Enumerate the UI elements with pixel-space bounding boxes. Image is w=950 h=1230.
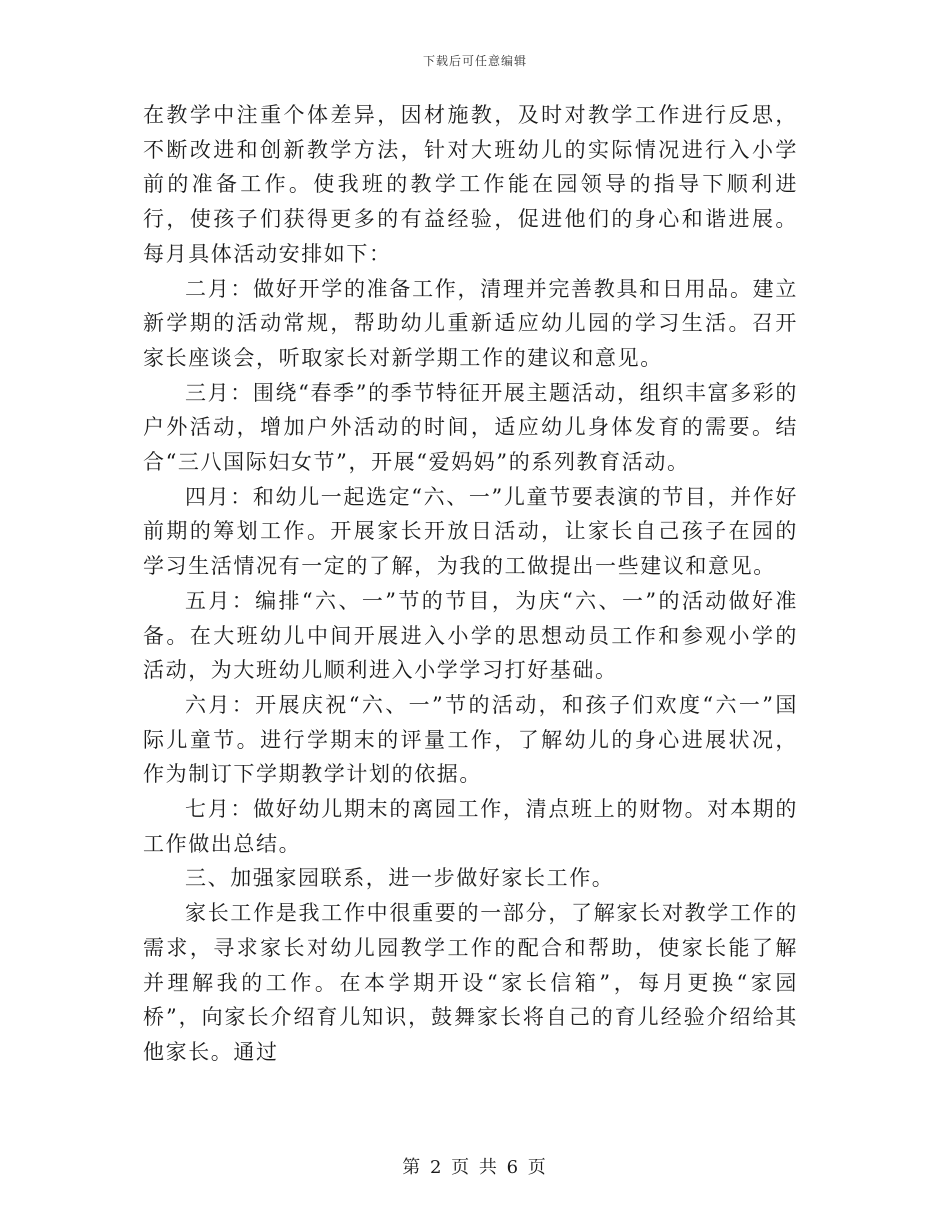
paragraph-may: 五月：编排“六、一”节的节目，为庆“六、一”的活动做好准备。在大班幼儿中间开展进入小学的思想动员工作和参观小学的活动，为大班幼儿顺利进入小学学习打好基础。 xyxy=(143,588,798,683)
paragraph-february: 二月：做好开学的准备工作，清理并完善教具和日用品。建立新学期的活动常规，帮助幼儿重新适应幼儿园的学习生活。召开家长座谈会，听取家长对新学期工作的建议和意见。 xyxy=(143,276,798,370)
paragraph-june: 六月：开展庆祝“六、一”节的活动，和孩子们欢度“六一”国际儿童节。进行学期末的评量工作，了解幼儿的身心进展状况，作为制订下学期教学计划的依据。 xyxy=(143,692,798,787)
paragraph-march: 三月：围绕“春季”的季节特征开展主题活动，组织丰富多彩的户外活动，增加户外活动的时间，适应幼儿身体发育的需要。结合“三八国际妇女节”，开展“爱妈妈”的系列教育活动。 xyxy=(143,380,798,475)
page-number: 第 2 页 共 6 页 xyxy=(402,1157,548,1178)
section-heading-home-school: 三、加强家园联系，进一步做好家长工作。 xyxy=(185,866,615,891)
paragraph-intro: 在教学中注重个体差异，因材施教，及时对教学工作进行反思，不断改进和创新教学方法，针对大班幼儿的实际情况进行入小学前的准备工作。使我班的教学工作能在园领导的指导下顺利进行，使孩子们获得更多的有益经验，促进他们的身心和谐进展。每月具体活动安排如下： xyxy=(143,103,798,266)
page-header: 下载后可任意编辑 xyxy=(422,54,527,68)
paragraph-april: 四月：和幼儿一起选定“六、一”儿童节要表演的节目，并作好前期的筹划工作。开展家长开放日活动，让家长自己孩子在园的学习生活情况有一定的了解，为我的工做提出一些建议和意见。 xyxy=(143,484,798,579)
paragraph-july: 七月：做好幼儿期末的离园工作，清点班上的财物。对本期的工作做出总结。 xyxy=(143,797,798,856)
document-body xyxy=(143,98,798,1070)
paragraph-parent-work: 家长工作是我工作中很重要的一部分，了解家长对教学工作的需求，寻求家长对幼儿园教学工作的配合和帮助，使家长能了解并理解我的工作。在本学期开设“家长信箱”，每月更换“家园桥”，向家长介绍育儿知识，鼓舞家长将自己的育儿经验介绍给其他家长。通过 xyxy=(143,901,798,1064)
